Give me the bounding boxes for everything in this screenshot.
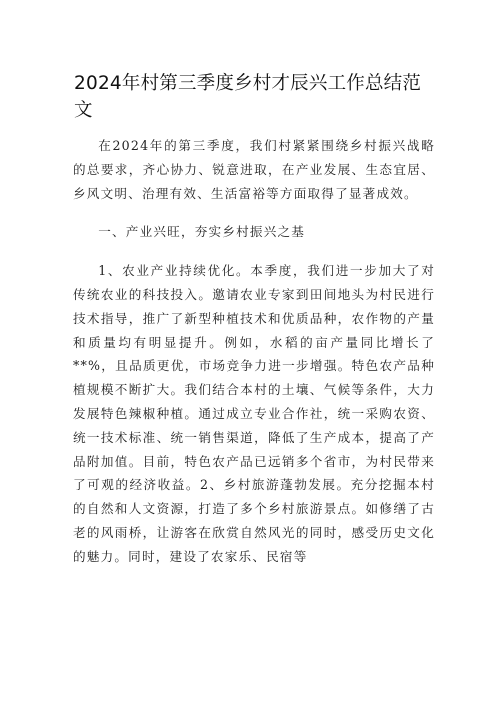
document-title: 2024年村第三季度乡村才辰兴工作总结范文 <box>74 73 422 121</box>
body-paragraph: 1、农业产业持续优化。本季度，我们进一步加大了对传统农业的科技投入。邀请农业专家到田间地头为村民进行技术指导，推广了新型种植技术和优质品种，农作物的产量和质量均有明显提升。例如，水稻的亩产量同比增长了**%，且品质更优，市场竞争力进一步增强。特色农产品种植规模不断扩大。我们结合本村的土壤、气候等条件，大力发展特色辣椒种植。通过成立专业合作社，统一采购农资、统一技术标准、统一销售渠道，降低了生产成本，提高了产品附加值。目前，特色农产品已远销多个省市，为村民带来了可观的经济收益。2、乡村旅游蓬勃发展。充分挖掘本村的自然和人文资源，打造了多个乡村旅游景点。如修缮了古老的风雨桥，让游客在欣赏自然风光的同时，感受历史文化的魅力。同时，建设了农家乐、民宿等 <box>73 263 435 564</box>
section-heading: 一、产业兴旺，夯实乡村振兴之基 <box>98 224 306 240</box>
intro-paragraph: 在2024年的第三季度，我们村紧紧围绕乡村振兴战略的总要求，齐心协力、锐意进取，在产业发展、生态宜居、乡风文明、治理有效、生活富裕等方面取得了显著成效。 <box>73 138 435 201</box>
document-body <box>73 134 435 569</box>
